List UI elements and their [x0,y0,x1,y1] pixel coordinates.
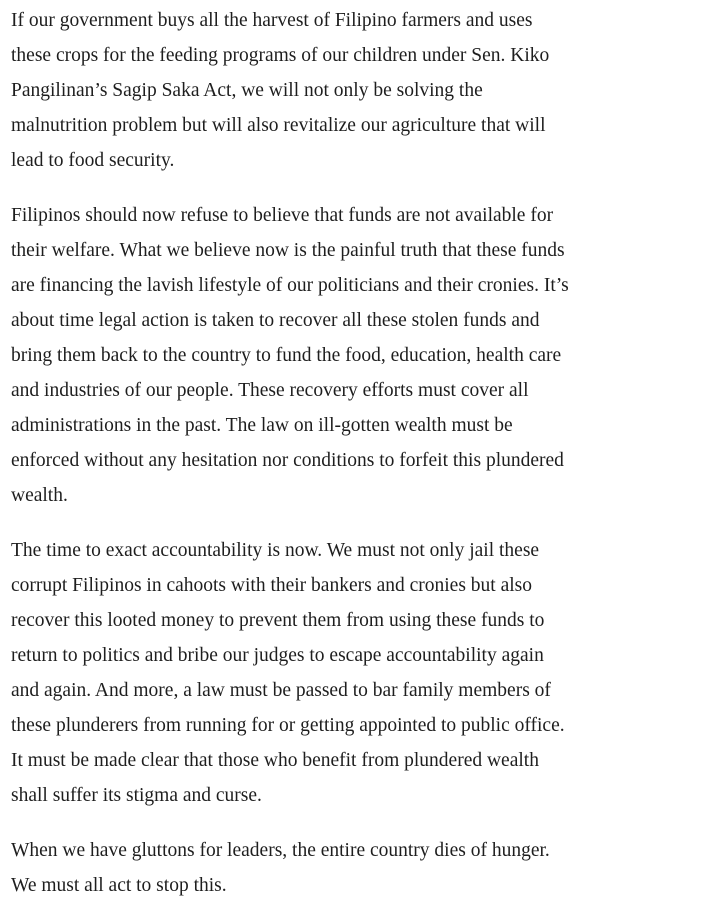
paragraph-line: When we have gluttons for leaders, the entire country dies of hunger. [11,840,550,861]
paragraph-line: We must all act to stop this. [11,875,227,896]
paragraph-line: these crops for the feeding programs of our children under Sen. Kiko [11,45,550,66]
paragraph-line: The time to exact accountability is now. We must not only jail these [11,540,540,561]
paragraph-conclusion [11,833,701,903]
paragraph-stolen-funds [11,198,701,513]
paragraph-line: If our government buys all the harvest of Filipino farmers and uses [11,10,533,31]
paragraph-line: and industries of our people. These recovery efforts must cover all [11,380,529,401]
paragraph-line: are financing the lavish lifestyle of our politicians and their cronies. It’s [11,275,569,296]
article-body [0,3,701,903]
paragraph-line: malnutrition problem but will also revitalize our agriculture that will [11,115,546,136]
paragraph-line: Pangilinan’s Sagip Saka Act, we will not only be solving the [11,80,483,101]
paragraph-line: Filipinos should now refuse to believe that funds are not available for [11,205,554,226]
paragraph-line: It must be made clear that those who benefit from plundered wealth [11,750,539,771]
paragraph-line: bring them back to the country to fund the food, education, health care [11,345,562,366]
paragraph-line: recover this looted money to prevent them from using these funds to [11,610,545,631]
paragraph-line: lead to food security. [11,150,175,171]
paragraph-line: and again. And more, a law must be passed to bar family members of [11,680,551,701]
paragraph-line: their welfare. What we believe now is the painful truth that these funds [11,240,565,261]
paragraph-line: enforced without any hesitation nor conditions to forfeit this plundered [11,450,564,471]
paragraph-line: wealth. [11,485,68,506]
paragraph-line: corrupt Filipinos in cahoots with their bankers and cronies but also [11,575,532,596]
paragraph-sagip-saka [11,3,701,178]
paragraph-accountability [11,533,701,813]
paragraph-line: shall suffer its stigma and curse. [11,785,262,806]
paragraph-line: about time legal action is taken to recover all these stolen funds and [11,310,540,331]
paragraph-line: these plunderers from running for or getting appointed to public office. [11,715,565,736]
paragraph-line: administrations in the past. The law on ill-gotten wealth must be [11,415,513,436]
paragraph-line: return to politics and bribe our judges to escape accountability again [11,645,544,666]
